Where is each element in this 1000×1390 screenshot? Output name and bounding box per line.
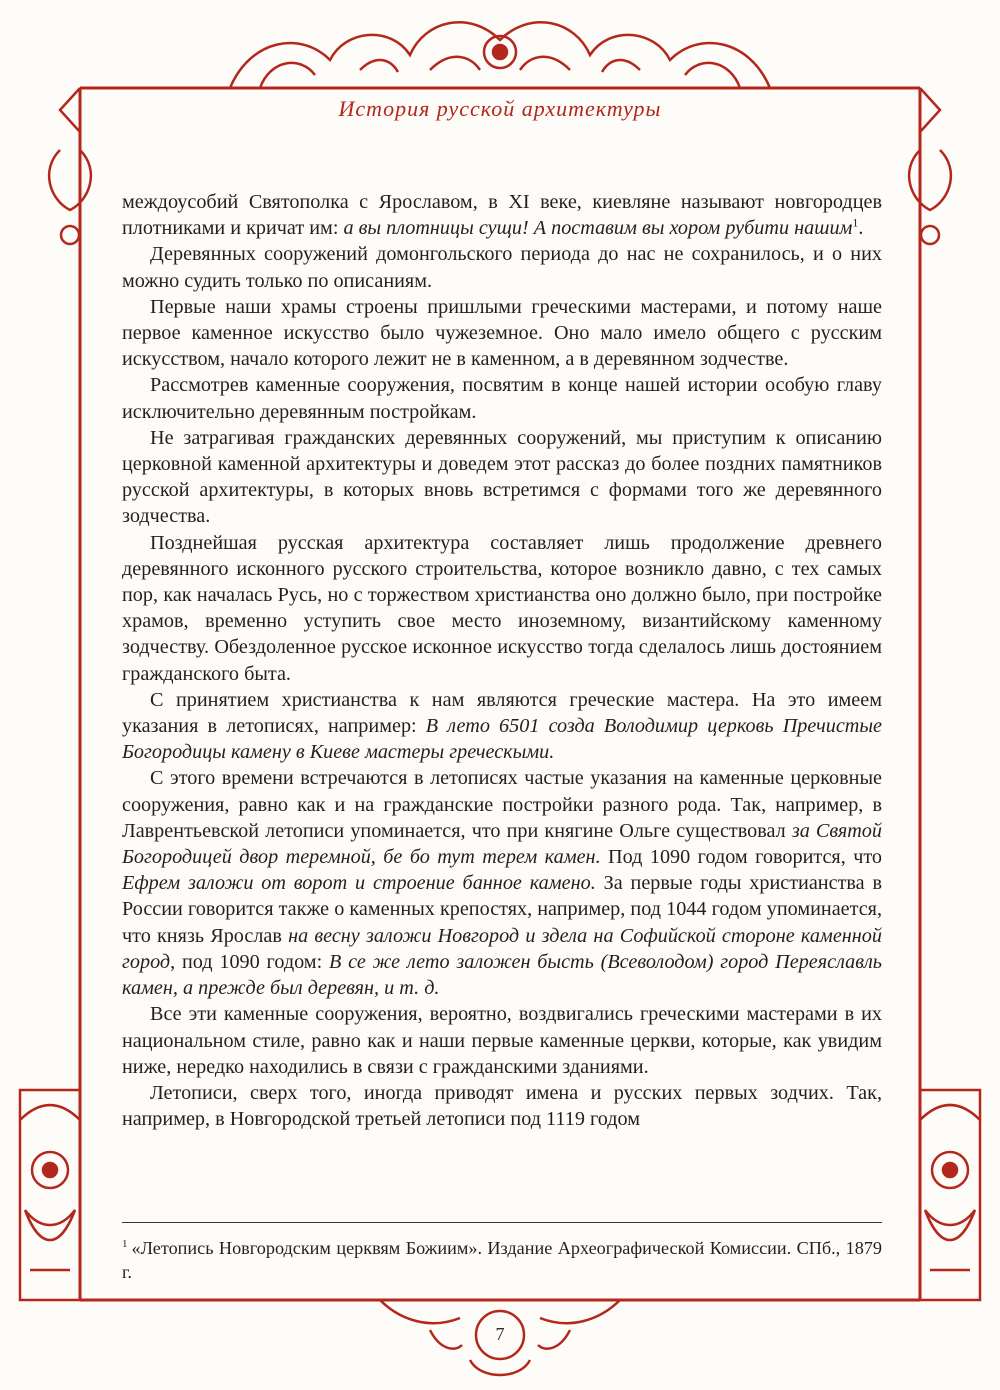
main-text (122, 189, 882, 1132)
paragraph-3: Первые наши храмы строены пришлыми греческими мастерами, и потому наше первое каменное искусство было чужеземное. Оно мало имело общего с русским искусством, начало которого лежит не в каменном, а в деревянном зодчестве. (122, 295, 882, 371)
paragraph-4: Рассмотрев каменные сооружения, посвятим в конце нашей истории особую главу исключительно деревянным постройкам. (122, 374, 882, 423)
paragraph-1-text: междоусобий Святополка с Ярославом, в XI веке, киевляне называют новгородцев плотниками и кричат им: (122, 191, 882, 240)
paragraph-7-quote: В лето 6501 созда Володимир церковь Пречистые Богородицы камену в Киеве мастеры греческыми. (122, 715, 882, 764)
paragraph-5: Не затрагивая гражданских деревянных сооружений, мы приступим к описанию церковной каменной архитектуры и доведем этот рассказ до более поздних памятников русской архитектуры, в которых вновь встретимся с формами того же деревянного зодчества. (122, 426, 882, 528)
paragraph-8-quote-3: на весну заложи Новгород и здела на Софийской стороне каменной город (122, 924, 882, 973)
left-column-ornament (20, 1090, 80, 1300)
top-left-ornament (49, 88, 91, 244)
paragraph-10: Летописи, сверх того, иногда приводят имена и русских первых зодчих. Так, например, в Новгородской третьей летописи под 1119 годом (122, 1081, 882, 1131)
footnote-text: «Летопись Новгородским церквям Божиим». Издание Археографической Комиссии. СПб., 1879 г. (122, 1238, 882, 1282)
footnote-reference[interactable]: 1 (852, 215, 859, 230)
paragraph-1-end: . (858, 217, 864, 240)
paragraph-9: Все эти каменные сооружения, вероятно, воздвигались греческими мастерами в их национальном стиле, равно как и наши первые каменные церкви, которые, как увидим ниже, нередко находились в связи с гражданскими зданиями. (122, 1003, 882, 1078)
paragraph-8-text-1: С этого времени встречаются в летописях частые указания на каменные церковные сооружения, равно как и на гражданские постройки разного рода. Так, например, в Лаврентьевской летописи упоминается, что при княгине Ольге существовал (122, 767, 882, 842)
page-number: 7 (495, 1324, 505, 1344)
paragraph-1 (122, 189, 882, 241)
top-crown-ornament (230, 22, 770, 88)
paragraph-7-text: С принятием христианства к нам являются греческие мастера. На это имеем указания в летописях, например: (122, 688, 882, 738)
running-header-title: История русской архитектуры (338, 96, 662, 121)
footnote (122, 1236, 882, 1284)
paragraph-8 (122, 765, 882, 1001)
paragraph-8-text-3: За первые годы христианства в России говорится также о каменных крепостях, например, под 1044 годом упоминается, что князь Ярослав (122, 872, 882, 947)
paragraph-8-quote-1: за Святой Богородицей двор теремной, бе бо тут терем камен. (122, 819, 882, 869)
paragraph-8-text-2: Под 1090 годом говорится, что (600, 846, 882, 869)
paragraph-8-quote-4: В се же лето заложен бысть (Всеволодом) город Переяславль камен, а прежде был деревян, и т. д. (122, 950, 882, 1000)
paragraph-6: Позднейшая русская архитектура составляет лишь продолжение древнего деревянного исконного русского строительства, которое возникло давно, с тех самых пор, как началась Русь, но с торжеством христианства оно должно было, при постройке храмов, временно уступить свое место иноземному, византийскому каменному зодчеству. Обездоленное русское исконное искусство тогда сделалось лишь достоянием гражданского быта. (122, 531, 882, 685)
paragraph-8-text-4: , под 1090 годом: (170, 950, 329, 973)
paragraph-7 (122, 687, 882, 766)
paragraph-2: Деревянных сооружений домонгольского периода до нас не сохранилось, и о них можно судить только по описаниям. (122, 243, 882, 292)
footnote-mark: 1 (122, 1237, 128, 1250)
right-column-ornament (920, 1090, 980, 1300)
paragraph-1-quote: а вы плотницы сущи! А поставим вы хором рубити нашим (343, 217, 853, 240)
footnote-divider (122, 1222, 882, 1223)
paragraph-8-quote-2: Ефрем заложи от ворот и строение банное камено. (122, 872, 596, 895)
top-right-ornament (909, 88, 951, 244)
